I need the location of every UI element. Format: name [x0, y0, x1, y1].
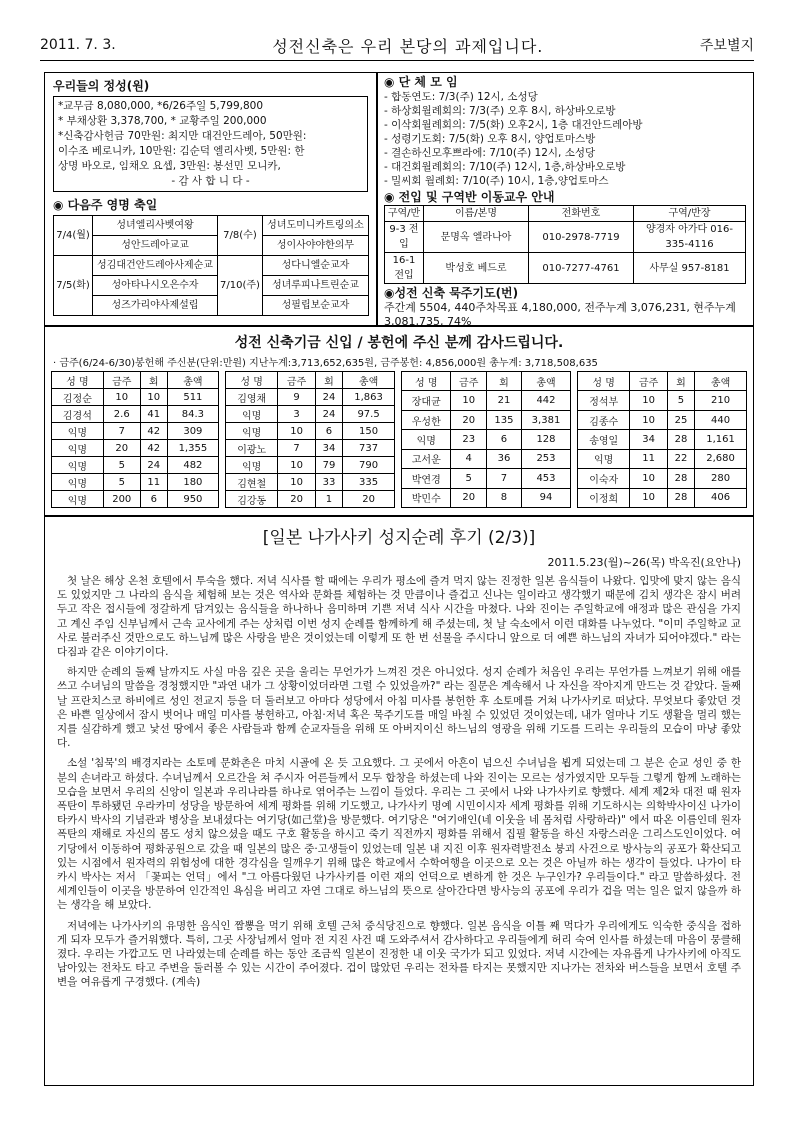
movers-cell: 010-7277-4761	[529, 253, 634, 284]
movers-cell: 양경자 아가다 016-335-4116	[634, 222, 746, 253]
movers-title: 전입 및 구역반 이동교우 안내	[398, 190, 555, 204]
article-body	[45, 570, 753, 1000]
table-row	[402, 391, 571, 410]
fund-header: 회	[486, 372, 521, 391]
table-row	[226, 406, 395, 423]
fund-header-row	[52, 372, 219, 389]
fund-cell: 송영일	[578, 430, 630, 449]
fund-cell: 10	[140, 389, 167, 406]
groups-heading	[384, 75, 747, 90]
group-item: - 대건회월례회의: 7/10(주) 12시, 1층,하상바오로방	[384, 161, 626, 173]
fund-header: 총액	[695, 372, 747, 391]
table-row	[52, 457, 219, 474]
movers-header: 구역/반장	[634, 206, 746, 222]
bullet-icon: ◉	[384, 190, 399, 204]
table-row	[52, 474, 219, 491]
fund-cell: 11	[630, 449, 667, 468]
fund-cell: 김정순	[52, 389, 104, 406]
table-row	[402, 469, 571, 488]
fund-cell: 우성한	[402, 410, 451, 429]
table-row	[52, 440, 219, 457]
fund-cell: 1,355	[167, 440, 218, 457]
table-row	[226, 423, 395, 440]
fund-header: 금주	[630, 372, 667, 391]
fund-header: 성 명	[226, 372, 278, 389]
fund-cell: 135	[486, 410, 521, 429]
movers-cell: 박성호 베드로	[424, 253, 529, 284]
fund-cell: 10	[630, 488, 667, 507]
fund-cell: 1,161	[695, 430, 747, 449]
fund-cell: 10	[630, 410, 667, 429]
right-top-panel	[377, 72, 754, 326]
fund-cell: 익명	[226, 457, 278, 474]
fund-cell: 150	[343, 423, 395, 440]
fund-cell: 익명	[52, 491, 104, 508]
group-item: - 밀씨회 월례회: 7/10(주) 10시, 1층,양업토마스	[384, 175, 609, 187]
feast-name: 성즈가리야사제설립	[93, 296, 218, 316]
fund-cell: 737	[343, 440, 395, 457]
fund-cell: 20	[103, 440, 140, 457]
table-row	[52, 491, 219, 508]
fund-cell: 3,381	[521, 410, 570, 429]
table-row	[402, 488, 571, 507]
fund-cell: 21	[486, 391, 521, 410]
fund-header: 회	[315, 372, 342, 389]
bulletin-kind: 주보별지	[699, 38, 754, 54]
movers-header: 전화번호	[529, 206, 634, 222]
devotion-section	[45, 73, 376, 196]
group-item: - 이삭회월례회의: 7/5(화) 오후2시, 1층 대건안드레아방	[384, 119, 643, 131]
bullet-icon: ◉	[53, 198, 68, 212]
fund-cell: 20	[343, 491, 395, 508]
fund-cell: 180	[167, 474, 218, 491]
fund-cell: 5	[451, 469, 486, 488]
article-paragraph: 첫 날은 해상 온천 호텔에서 투숙을 했다. 저녁 식사를 할 때에는 우리가 평소에 즐겨 먹지 않는 진정한 일본 음식들이 나왔다. 입맛에 맞지 않는 음식도 있었지만 그 나라의 음식을 체험해 보는 것은 역사와 문화를 체험하는 것 만큼이나 즐겁고 신나는 일이라고 생각했기 때문에 김치 생각은 잠시 버려두고 작은 접시들에 정갈하게 담겨있는 음식들을 하나하나 음미하며 기쁜 저녁 식사 시간을 마쳤다. 나와 진이는 주일학교에 애정과 많은 관심을 가지고 계신 주임 신부님께서 근속 교사에게 주는 상처럼 이번 성지 순례를 함께하게 해 주셨는데, 첫 날 숙소에서 이런 대화를 나누었다. "이미 주일학교 교사로 불러주신 것만으로도 하느님께 많은 사랑을 받은 것이었는데 이렇게 또 한 번 선물을 주시다니 앞으로 더 예쁜 하느님의 자녀가 되어야겠다." 라는 다짐과 같은 이야기이다.	[57, 575, 741, 659]
groups-section	[378, 73, 753, 190]
devotion-line: 상명 바오로, 임채오 요셉, 3만원: 봉선민 모니카,	[58, 160, 281, 172]
table-row	[52, 389, 219, 406]
fund-cell: 9	[278, 389, 315, 406]
movers-cell: 010-2978-7719	[529, 222, 634, 253]
prayer-title: 성전 신축 묵주기도(번)	[394, 286, 519, 300]
fund-cell: 4	[451, 449, 486, 468]
movers-heading	[384, 190, 747, 205]
fund-cell: 24	[140, 457, 167, 474]
fund-cell: 김현철	[226, 474, 278, 491]
feast-date: 7/4(월)	[54, 216, 93, 256]
fund-cell: 335	[343, 474, 395, 491]
fund-cell: 10	[630, 391, 667, 410]
fund-cell: 김경석	[52, 406, 104, 423]
bullet-icon: ◉	[384, 286, 395, 300]
fund-cell: 5	[103, 457, 140, 474]
table-row	[402, 449, 571, 468]
fund-cell: 28	[667, 488, 694, 507]
article-panel	[44, 516, 754, 1086]
feast-table	[53, 215, 369, 316]
fund-cell: 20	[451, 410, 486, 429]
feast-name: 성녀도미니카트링의소	[262, 216, 368, 236]
feast-title: 다음주 영명 축일	[67, 198, 158, 212]
devotion-line: * 부채상환 3,378,700, * 교황주일 200,000	[58, 115, 267, 127]
fund-cell: 34	[630, 430, 667, 449]
table-row	[226, 457, 395, 474]
movers-header: 구역/반	[385, 206, 424, 222]
fund-cell: 김강동	[226, 491, 278, 508]
fund-table	[401, 371, 571, 508]
prayer-heading	[384, 286, 747, 301]
left-top-panel	[44, 72, 377, 326]
fund-cell: 8	[486, 488, 521, 507]
fund-header: 회	[140, 372, 167, 389]
fund-header-row	[578, 372, 747, 391]
fund-cell: 41	[140, 406, 167, 423]
issue-date: 2011. 7. 3.	[40, 37, 116, 53]
feast-date: 7/8(수)	[218, 216, 263, 256]
fund-cell: 익명	[402, 430, 451, 449]
fund-cell: 210	[695, 391, 747, 410]
table-row	[578, 391, 747, 410]
feast-section	[45, 198, 376, 316]
fund-cell: 2,680	[695, 449, 747, 468]
fund-cell: 익명	[578, 449, 630, 468]
fund-cell: 24	[315, 389, 342, 406]
fund-cell: 박연경	[402, 469, 451, 488]
fund-header-row	[226, 372, 395, 389]
prayer-section	[378, 284, 753, 331]
fund-cell: 20	[278, 491, 315, 508]
fund-cell: 7	[103, 423, 140, 440]
fund-header: 금주	[451, 372, 486, 391]
group-item: - 하상회월례회의: 7/3(주) 오후 8시, 하상바오로방	[384, 105, 616, 117]
fund-header: 성 명	[52, 372, 104, 389]
fund-cell: 익명	[52, 457, 104, 474]
devotion-thanks: - 감 사 합 니 다 -	[171, 175, 250, 187]
movers-table	[384, 205, 746, 284]
fund-cell: 20	[451, 488, 486, 507]
fund-cell: 장대균	[402, 391, 451, 410]
movers-cell: 9-3 전입	[385, 222, 424, 253]
table-row	[226, 474, 395, 491]
table-row	[578, 410, 747, 429]
feast-date: 7/10(주)	[218, 256, 263, 316]
fund-cell: 김영채	[226, 389, 278, 406]
fund-cell: 482	[167, 457, 218, 474]
groups-title: 단 체 모 임	[398, 75, 458, 89]
feast-name: 성이사야야한의무	[262, 236, 368, 256]
table-row	[52, 406, 219, 423]
fund-panel	[44, 326, 754, 516]
devotion-title: 우리들의 정성(원)	[53, 79, 150, 93]
fund-cell: 6	[486, 430, 521, 449]
bullet-icon: ◉	[384, 75, 399, 89]
fund-header: 총액	[521, 372, 570, 391]
fund-summary: · 금주(6/24-6/30)봉헌해 주신분(단위:만원) 지난누계:3,713,652,635원, 금주봉헌: 4,856,000원 총누계: 3,718,508,635	[53, 358, 598, 369]
fund-cell: 511	[167, 389, 218, 406]
feast-name: 성다니엘순교자	[262, 256, 368, 276]
fund-cell: 7	[486, 469, 521, 488]
fund-cell: 97.5	[343, 406, 395, 423]
feast-name: 성김대건안드레아사제순교	[93, 256, 218, 276]
fund-cell: 이정희	[578, 488, 630, 507]
fund-cell: 3	[278, 406, 315, 423]
article-title: [일본 나가사키 성지순례 후기 (2/3)]	[262, 528, 536, 548]
table-row	[402, 430, 571, 449]
fund-cell: 23	[451, 430, 486, 449]
table-row	[578, 469, 747, 488]
table-row	[226, 389, 395, 406]
fund-cell: 2.6	[103, 406, 140, 423]
fund-cell: 24	[315, 406, 342, 423]
fund-tables	[45, 371, 753, 508]
article-paragraph: 소설 '침묵'의 배경지라는 소토메 문화촌은 마치 시골에 온 듯 고요했다. 그 곳에서 아흔이 넘으신 수녀님을 뵙게 되었는데 그 분은 순교 성인 중 한 분의 손녀라고 하셨다. 수녀님께서 오르간을 쳐 주시자 어른들께서 모두 합창을 하셨는데 나와 진이는 모르는 성가였지만 모두들 그렇게 함께 노래하는 모습을 보면서 우리의 신앙이 일본과 우리나라를 하나로 엮어주는 느낌이 들었다. 우리는 그 곳에서 나와 나가사키로 향했다. 세계 제2차 대전 때 원자폭탄이 투하됐던 우라카미 성당을 방문하여 세계 평화를 위해 기도했고, 나가사키 명예 시민이시자 세계 평화를 위해 기도하시는 의학박사이신 나가이 타카시 박사의 기념관과 병상을 보내셨다는 여기당(如己堂)을 방문했다. 여기당은 "여기애인(네 이웃을 네 몸처럼 사랑하라)" 에서 따온 이름인데 원자 폭탄의 재해로 자신의 몸도 성치 않으셨을 때도 구호 활동을 하시고 죽기 직전까지 평화를 위해서 집필 활동을 하신 자랑스러운 그리스도인이었다. 여기당에서 이동하여 평화공원으로 갔을 때 일본의 많은 중·고생들이 있었는데 일본 내 지진 이후 원자력발전소 붕괴 사건으로 방사능의 공포가 확산되고 있는 시점에서 원자력의 위험성에 대한 경각심을 일깨우기 위해 많은 학교에서 수학여행을 이곳으로 오는 것은 아닐까 하는 생각이 들었다. 나가이 타카시 박사는 저서 「꽃피는 언덕」에서 "그 아름다웠던 나가사키를 이런 재의 언덕으로 변하게 한 것은 누구인가? 우리들이다." 라고 말씀하셨다. 전 세계인들이 이곳을 방문하여 인간적인 욕심을 버리고 자연 그대로 하느님의 뜻으로 살아간다면 방사능의 공포에 우리가 겁을 먹는 일은 없지 않을까 하는 생각을 해 보았다.	[57, 757, 741, 912]
fund-header: 회	[667, 372, 694, 391]
fund-cell: 김종수	[578, 410, 630, 429]
fund-cell: 익명	[226, 406, 278, 423]
table-row	[402, 410, 571, 429]
page-title: 성전신축은 우리 본당의 과제입니다.	[272, 36, 544, 56]
movers-header: 이름/본명	[424, 206, 529, 222]
fund-cell: 22	[667, 449, 694, 468]
fund-cell: 익명	[52, 423, 104, 440]
fund-header: 성 명	[578, 372, 630, 391]
fund-cell: 28	[667, 430, 694, 449]
group-item: - 성령기도회: 7/5(화) 오후 8시, 양업토마스방	[384, 133, 596, 145]
table-row	[578, 449, 747, 468]
article-byline: 2011.5.23(월)~26(목) 박옥진(요안나)	[547, 556, 741, 569]
fund-cell: 1	[315, 491, 342, 508]
table-row	[226, 440, 395, 457]
fund-cell: 442	[521, 391, 570, 410]
devotion-line: 이수조 베로니카, 10만원: 김순덕 엘리사벳, 5만원: 한	[58, 145, 305, 157]
devotion-box	[53, 96, 368, 192]
fund-cell: 11	[140, 474, 167, 491]
fund-cell: 280	[695, 469, 747, 488]
fund-cell: 42	[140, 440, 167, 457]
fund-cell: 253	[521, 449, 570, 468]
fund-cell: 33	[315, 474, 342, 491]
fund-cell: 1,863	[343, 389, 395, 406]
fund-cell: 10	[278, 457, 315, 474]
fund-header: 금주	[278, 372, 315, 389]
fund-cell: 10	[451, 391, 486, 410]
fund-cell: 309	[167, 423, 218, 440]
fund-cell: 440	[695, 410, 747, 429]
groups-list	[384, 90, 747, 188]
fund-table	[51, 371, 219, 508]
feast-name: 성필립보순교자	[262, 296, 368, 316]
fund-header-row	[402, 372, 571, 391]
table-row	[226, 491, 395, 508]
group-item: - 합동연도: 7/3(주) 12시, 소성당	[384, 91, 538, 103]
fund-cell: 이광노	[226, 440, 278, 457]
fund-cell: 79	[315, 457, 342, 474]
fund-cell: 6	[140, 491, 167, 508]
table-row	[578, 430, 747, 449]
feast-date: 7/5(화)	[54, 256, 93, 316]
fund-cell: 406	[695, 488, 747, 507]
devotion-line: *신축감사헌금 70만원: 최지만 대건안드레아, 50만원:	[58, 130, 307, 142]
fund-cell: 128	[521, 430, 570, 449]
fund-cell: 정석부	[578, 391, 630, 410]
fund-cell: 790	[343, 457, 395, 474]
fund-cell: 이숙자	[578, 469, 630, 488]
fund-cell: 25	[667, 410, 694, 429]
fund-cell: 10	[630, 469, 667, 488]
movers-cell: 16-1 전입	[385, 253, 424, 284]
fund-title: 성전 신축기금 신입 / 봉헌에 주신 분께 감사드립니다.	[234, 335, 564, 351]
fund-cell: 10	[278, 474, 315, 491]
fund-cell: 84.3	[167, 406, 218, 423]
fund-cell: 고서운	[402, 449, 451, 468]
fund-cell: 453	[521, 469, 570, 488]
fund-cell: 10	[278, 423, 315, 440]
feast-name: 성안드레아교교	[93, 236, 218, 256]
devotion-line: *교무금 8,080,000, *6/26주일 5,799,800	[58, 100, 264, 112]
fund-cell: 36	[486, 449, 521, 468]
fund-cell: 200	[103, 491, 140, 508]
fund-header: 총액	[167, 372, 218, 389]
fund-cell: 6	[315, 423, 342, 440]
feast-name: 성녀루피나트린순교	[262, 276, 368, 296]
fund-cell: 5	[103, 474, 140, 491]
table-row	[52, 423, 219, 440]
page-header	[40, 30, 754, 61]
prayer-text: 주간계 5504, 440주차목표 4,180,000, 전주누계 3,076,231, 현주누계 3,081,735, 74%	[384, 301, 736, 328]
fund-cell: 42	[140, 423, 167, 440]
fund-header: 성 명	[402, 372, 451, 391]
fund-table	[577, 371, 747, 508]
article-paragraph: 하지만 순례의 둘째 날까지도 사실 마음 깊은 곳을 울리는 무언가가 느껴진 것은 아니었다. 성지 순례가 처음인 우리는 무언가를 느껴보기 위해 애를 쓰고 수녀님의 말씀을 경청했지만 "과연 내가 그 상황이었더라면 그럴 수 있었을까?" 라는 질문은 계속해서 나 자신을 작아지게 만드는 것 같았다. 둘째 날 프란치스코 하비에르 성인 전교지 등을 더 둘러보고 아마다 성당에서 아침 미사를 봉헌한 후 소토메를 거쳐 나가사키로 떠났다. 무엇보다 좋았던 것은 바쁜 일상에서 잠시 벗어나 매일 미사를 봉헌하고, 아침·저녁 혹은 묵주기도를 매일 바칠 수 있었던 것이었는데, 내가 얼마나 기도 생활을 멀리 했는지를 실감하게 했고 낯선 땅에서 좋은 사람들과 함께 순교자들을 위해 또 아버지이신 하느님의 영광을 위해 기도를 드리는 우리들의 모습이 마냥 좋았다.	[57, 666, 741, 750]
fund-cell: 익명	[226, 423, 278, 440]
fund-cell: 34	[315, 440, 342, 457]
fund-cell: 익명	[52, 440, 104, 457]
fund-cell: 10	[103, 389, 140, 406]
feast-heading	[53, 198, 368, 213]
feast-name: 성녀엘리사벳여왕	[93, 216, 218, 236]
fund-cell: 5	[667, 391, 694, 410]
fund-cell: 익명	[52, 474, 104, 491]
fund-header: 총액	[343, 372, 395, 389]
feast-name: 성아타나시오은수자	[93, 276, 218, 296]
fund-cell: 94	[521, 488, 570, 507]
table-row	[578, 488, 747, 507]
fund-header: 금주	[103, 372, 140, 389]
fund-cell: 박민수	[402, 488, 451, 507]
fund-cell: 28	[667, 469, 694, 488]
article-paragraph: 저녁에는 나가사키의 유명한 음식인 짬뽕을 먹기 위해 호텔 근처 중식당진으로 향했다. 일본 음식을 이틀 째 먹다가 우리에게도 익숙한 중식을 접하게 되자 모두가 즐거워했다. 특히, 그곳 사장님께서 얼마 전 지진 사건 때 도와주셔서 감사하다고 우리들에게 허리 숙여 인사를 하셨는데 마음이 뭉클해졌다. 우리는 가깝고도 먼 나라였는데 순례를 하는 동안 조금씩 일본이 진정한 내 이웃 국가가 되고 있었다. 저녁 시간에는 자유롭게 나가사키에 아직도 남아있는 전차도 타고 주변을 둘러볼 수 있는 시간이 주어졌다. 겁이 많았던 우리는 전차를 타지는 못했지만 지나가는 전차와 버스들을 보면서 호텔 주변을 여유롭게 구경했다. (계속)	[57, 919, 741, 989]
fund-cell: 7	[278, 440, 315, 457]
fund-table	[225, 371, 395, 508]
movers-section	[378, 190, 753, 284]
fund-cell: 950	[167, 491, 218, 508]
movers-cell: 문명옥 엘라나아	[424, 222, 529, 253]
movers-cell: 사무실 957-8181	[634, 253, 746, 284]
group-item: - 결손하신모후쁘라에: 7/10(주) 12시, 소성당	[384, 147, 596, 159]
